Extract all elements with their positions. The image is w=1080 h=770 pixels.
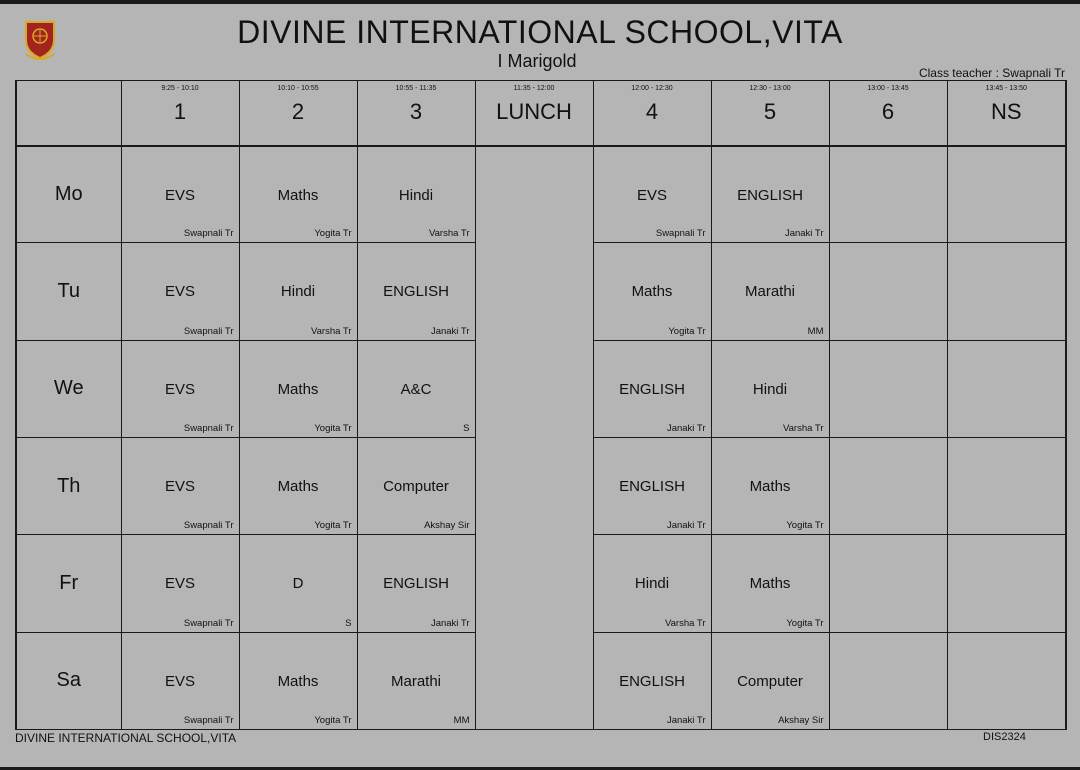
subject-name: Maths	[277, 478, 319, 496]
teacher-name: S	[345, 617, 352, 629]
subject-name: ENGLISH	[737, 186, 803, 204]
subject-name: A&C	[400, 380, 432, 398]
teacher-name: Swapnali Tr	[183, 617, 234, 629]
timetable-cell	[593, 340, 711, 437]
teacher-name: S	[463, 423, 470, 435]
teacher-name: Varsha Tr	[429, 228, 470, 240]
subject-name: EVS	[164, 283, 195, 301]
period-header	[829, 81, 947, 146]
subject-name: ENGLISH	[619, 478, 685, 496]
timetable-cell	[121, 243, 239, 340]
timetable-cell	[711, 146, 829, 243]
period-header-row	[16, 81, 1066, 146]
period-label: 5	[763, 99, 777, 124]
timetable-cell	[121, 146, 239, 243]
period-label: 6	[881, 99, 895, 124]
teacher-name: Varsha Tr	[311, 325, 352, 337]
day-row	[16, 146, 1066, 243]
class-name: I Marigold	[497, 51, 577, 71]
teacher-name: Yogita Tr	[786, 617, 824, 629]
timetable-cell	[829, 146, 947, 243]
timetable-cell	[711, 438, 829, 535]
timetable-cell	[357, 340, 475, 437]
day-label: Mo	[16, 146, 121, 243]
period-header	[121, 81, 239, 146]
teacher-name: Yogita Tr	[314, 520, 352, 532]
subject-name: EVS	[636, 186, 667, 204]
timetable-cell	[947, 243, 1066, 340]
period-header-lunch	[475, 81, 593, 146]
timetable-cell	[239, 632, 357, 729]
teacher-name: Varsha Tr	[783, 423, 824, 435]
teacher-name: Janaki Tr	[430, 325, 470, 337]
period-time: 11:35 - 12:00	[513, 85, 555, 92]
subject-name: D	[292, 575, 304, 593]
subject-name: EVS	[164, 478, 195, 496]
timetable-cell	[947, 438, 1066, 535]
timetable-cell	[711, 535, 829, 632]
timetable-cell	[357, 535, 475, 632]
teacher-name: MM	[807, 325, 824, 337]
subject-name: Hindi	[280, 283, 316, 301]
teacher-name: Swapnali Tr	[183, 228, 234, 240]
teacher-name: Akshay Sir	[778, 715, 824, 726]
period-header	[357, 81, 475, 146]
timetable-cell	[121, 340, 239, 437]
period-time: 9:25 - 10:10	[161, 85, 199, 92]
timetable-cell	[593, 632, 711, 729]
teacher-name: Varsha Tr	[665, 617, 706, 629]
timetable-cell	[711, 632, 829, 729]
day-label: Th	[16, 438, 121, 535]
subject-name: ENGLISH	[383, 283, 449, 301]
subject-name: Computer	[383, 478, 449, 496]
subject-name: Hindi	[398, 186, 434, 204]
day-label: Fr	[16, 535, 121, 632]
period-header	[593, 81, 711, 146]
timetable-cell	[239, 340, 357, 437]
subject-name: Hindi	[634, 575, 670, 593]
school-title: DIVINE INTERNATIONAL SCHOOL,VITA	[237, 14, 843, 50]
period-time: 12:30 - 13:00	[749, 85, 791, 92]
timetable-cell	[239, 535, 357, 632]
timetable-cell	[121, 535, 239, 632]
timetable-cell	[593, 146, 711, 243]
period-label: 4	[645, 99, 659, 124]
footer-code: DIS2324	[983, 731, 1026, 743]
day-label: We	[16, 340, 121, 437]
period-header	[711, 81, 829, 146]
timetable-cell	[357, 632, 475, 729]
period-time: 10:10 - 10:55	[277, 85, 319, 92]
teacher-name: Swapnali Tr	[183, 520, 234, 532]
day-label: Sa	[16, 632, 121, 729]
subject-name: Marathi	[744, 283, 796, 301]
teacher-name: Janaki Tr	[666, 423, 706, 435]
subject-name: Maths	[749, 575, 791, 593]
timetable-cell	[829, 632, 947, 729]
period-header	[239, 81, 357, 146]
subject-name: ENGLISH	[619, 380, 685, 398]
subject-name: Maths	[277, 380, 319, 398]
corner-cell	[16, 81, 121, 146]
teacher-name: Swapnali Tr	[183, 325, 234, 337]
timetable-cell	[829, 243, 947, 340]
timetable-cell	[711, 340, 829, 437]
timetable-cell	[239, 146, 357, 243]
timetable-cell	[829, 438, 947, 535]
timetable-cell	[829, 340, 947, 437]
subject-name: EVS	[164, 186, 195, 204]
class-teacher: Class teacher : Swapnali Tr	[918, 66, 1065, 80]
timetable-cell	[357, 438, 475, 535]
teacher-name: Janaki Tr	[666, 520, 706, 532]
timetable-cell	[593, 535, 711, 632]
teacher-name: Janaki Tr	[784, 228, 824, 240]
timetable-cell	[947, 340, 1066, 437]
period-time: 13:00 - 13:45	[867, 85, 909, 92]
subject-name: Maths	[749, 478, 791, 496]
subject-name: ENGLISH	[383, 575, 449, 593]
subject-name: Hindi	[752, 380, 788, 398]
period-time: 12:00 - 12:30	[631, 85, 673, 92]
period-header	[947, 81, 1066, 146]
period-label: 2	[291, 99, 305, 124]
timetable-cell	[947, 146, 1066, 243]
subject-name: Computer	[737, 672, 803, 690]
teacher-name: Yogita Tr	[668, 325, 706, 337]
period-time: 13:45 - 13:50	[985, 85, 1027, 92]
teacher-name: Akshay Sir	[424, 520, 470, 532]
period-label: 3	[409, 99, 423, 124]
teacher-name: Yogita Tr	[314, 228, 352, 240]
timetable-cell	[239, 438, 357, 535]
timetable-cell	[593, 243, 711, 340]
period-label: NS	[990, 99, 1022, 124]
subject-name: ENGLISH	[619, 672, 685, 690]
teacher-name: Janaki Tr	[430, 617, 470, 629]
subject-name: Maths	[277, 672, 319, 690]
teacher-name: Yogita Tr	[314, 423, 352, 435]
timetable-cell	[357, 243, 475, 340]
timetable-cell	[239, 243, 357, 340]
timetable-cell	[829, 535, 947, 632]
period-label: 1	[173, 99, 187, 124]
subject-name: EVS	[164, 380, 195, 398]
subject-name: Marathi	[390, 672, 442, 690]
subject-name: Maths	[277, 186, 319, 204]
period-time: 10:55 - 11:35	[395, 85, 437, 92]
period-label: LUNCH	[496, 99, 572, 124]
footer-school-name: DIVINE INTERNATIONAL SCHOOL,VITA	[15, 731, 237, 745]
teacher-name: MM	[453, 715, 470, 726]
subject-name: Maths	[631, 283, 673, 301]
timetable-cell	[593, 438, 711, 535]
timetable-cell	[121, 632, 239, 729]
lunch-column	[475, 146, 593, 730]
subject-name: EVS	[164, 672, 195, 690]
timetable-cell	[357, 146, 475, 243]
top-border	[0, 0, 1080, 4]
subject-name: EVS	[164, 575, 195, 593]
teacher-name: Swapnali Tr	[183, 423, 234, 435]
timetable-cell	[121, 438, 239, 535]
teacher-name: Swapnali Tr	[655, 228, 706, 240]
day-label: Tu	[16, 243, 121, 340]
timetable-cell	[947, 535, 1066, 632]
teacher-name: Yogita Tr	[786, 520, 824, 532]
teacher-name: Janaki Tr	[666, 715, 706, 726]
timetable	[15, 80, 1067, 730]
timetable-cell	[711, 243, 829, 340]
teacher-name: Yogita Tr	[314, 715, 352, 726]
teacher-name: Swapnali Tr	[183, 715, 234, 726]
timetable-cell	[947, 632, 1066, 729]
